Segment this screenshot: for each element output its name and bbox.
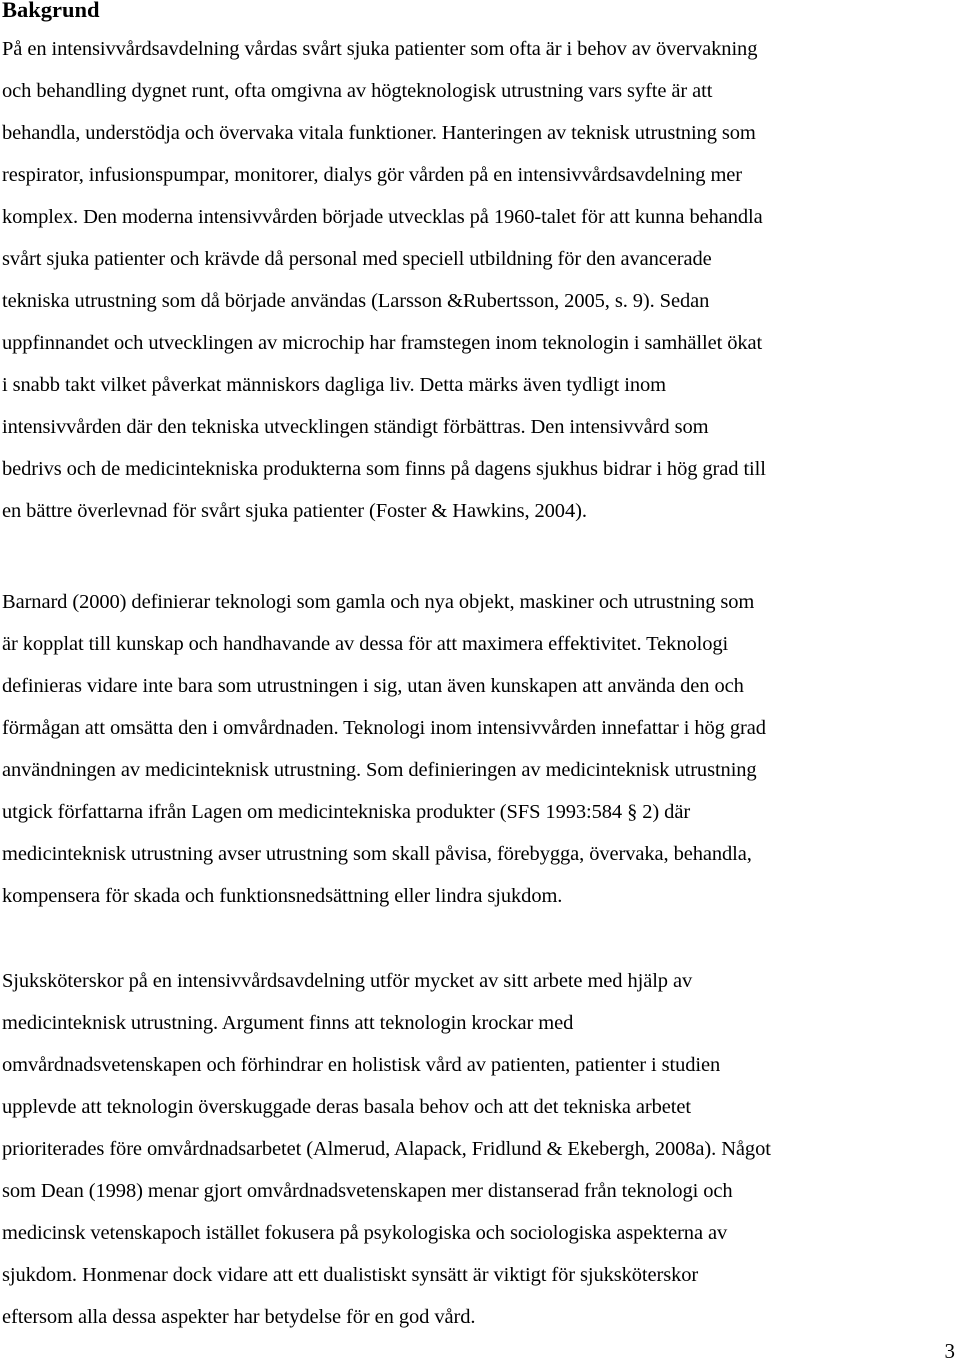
text-line: intensivvården där den tekniska utvecklingen ständigt förbättras. Den intensivvård som [2, 416, 709, 438]
text-line: bedrivs och de medicintekniska produkterna som finns på dagens sjukhus bidrar i hög grad till [2, 458, 766, 480]
text-line: uppfinnandet och utvecklingen av microchip har framstegen inom teknologin i samhället ökat [2, 332, 763, 354]
text-line: kompensera för skada och funktionsnedsättning eller lindra sjukdom. [2, 885, 563, 907]
text-line: en bättre överlevnad för svårt sjuka patienter (Foster & Hawkins, 2004). [2, 500, 587, 522]
text-line: användningen av medicinteknisk utrustning. Som definieringen av medicinteknisk utrustning [2, 759, 757, 781]
text-line: som Dean (1998) menar gjort omvårdnadsvetenskapen mer distanserad från teknologi och [2, 1180, 733, 1202]
paragraph-nursing-technology [2, 960, 958, 1338]
text-line: Barnard (2000) definierar teknologi som gamla och nya objekt, maskiner och utrustning som [2, 591, 755, 613]
text-line: i snabb takt vilket påverkat människors dagliga liv. Detta märks även tydligt inom [2, 374, 666, 396]
text-line: är kopplat till kunskap och handhavande av dessa för att maximera effektivitet. Teknologi [2, 633, 729, 655]
text-line: upplevde att teknologin överskuggade deras basala behov och att det tekniska arbetet [2, 1096, 691, 1118]
text-line: sjukdom. Honmenar dock vidare att ett dualistiskt synsätt är viktigt för sjuksköterskor [2, 1264, 699, 1286]
text-line: och behandling dygnet runt, ofta omgivna av högteknologisk utrustning vars syfte är att [2, 80, 713, 102]
text-line: På en intensivvårdsavdelning vårdas svårt sjuka patienter som ofta är i behov av övervakning [2, 38, 758, 60]
section-heading: Bakgrund [2, 0, 100, 22]
text-line: komplex. Den moderna intensivvården började utvecklas på 1960-talet för att kunna behandla [2, 206, 763, 228]
text-line: prioriterades före omvårdnadsarbetet (Almerud, Alapack, Fridlund & Ekebergh, 2008a). Något [2, 1138, 771, 1160]
paragraph-background [2, 28, 958, 532]
text-line: svårt sjuka patienter och krävde då personal med speciell utbildning för den avancerade [2, 248, 712, 270]
text-line: definieras vidare inte bara som utrustningen i sig, utan även kunskapen att använda den och [2, 675, 744, 697]
text-line: respirator, infusionspumpar, monitorer, dialys gör vården på en intensivvårdsavdelning mer [2, 164, 743, 186]
text-line: eftersom alla dessa aspekter har betydelse för en god vård. [2, 1306, 476, 1328]
text-line: behandla, understödja och övervaka vitala funktioner. Hanteringen av teknisk utrustning som [2, 122, 756, 144]
text-line: medicinsk vetenskapoch istället fokusera på psykologiska och sociologiska aspekterna av [2, 1222, 728, 1244]
text-line: utgick författarna ifrån Lagen om medicintekniska produkter (SFS 1993:584 § 2) där [2, 801, 691, 823]
text-line: medicinteknisk utrustning. Argument finns att teknologin krockar med [2, 1012, 574, 1034]
text-line: Sjuksköterskor på en intensivvårdsavdelning utför mycket av sitt arbete med hjälp av [2, 970, 693, 992]
text-line: medicinteknisk utrustning avser utrustning som skall påvisa, förebygga, övervaka, behandla, [2, 843, 752, 865]
page-number: 3 [944, 1339, 955, 1363]
text-line: förmågan att omsätta den i omvårdnaden. Teknologi inom intensivvården innefattar i hög grad [2, 717, 766, 739]
text-line: tekniska utrustning som då började användas (Larsson &Rubertsson, 2005, s. 9). Sedan [2, 290, 710, 312]
text-line: omvårdnadsvetenskapen och förhindrar en holistisk vård av patienten, patienter i studien [2, 1054, 721, 1076]
paragraph-technology-definition [2, 581, 958, 917]
